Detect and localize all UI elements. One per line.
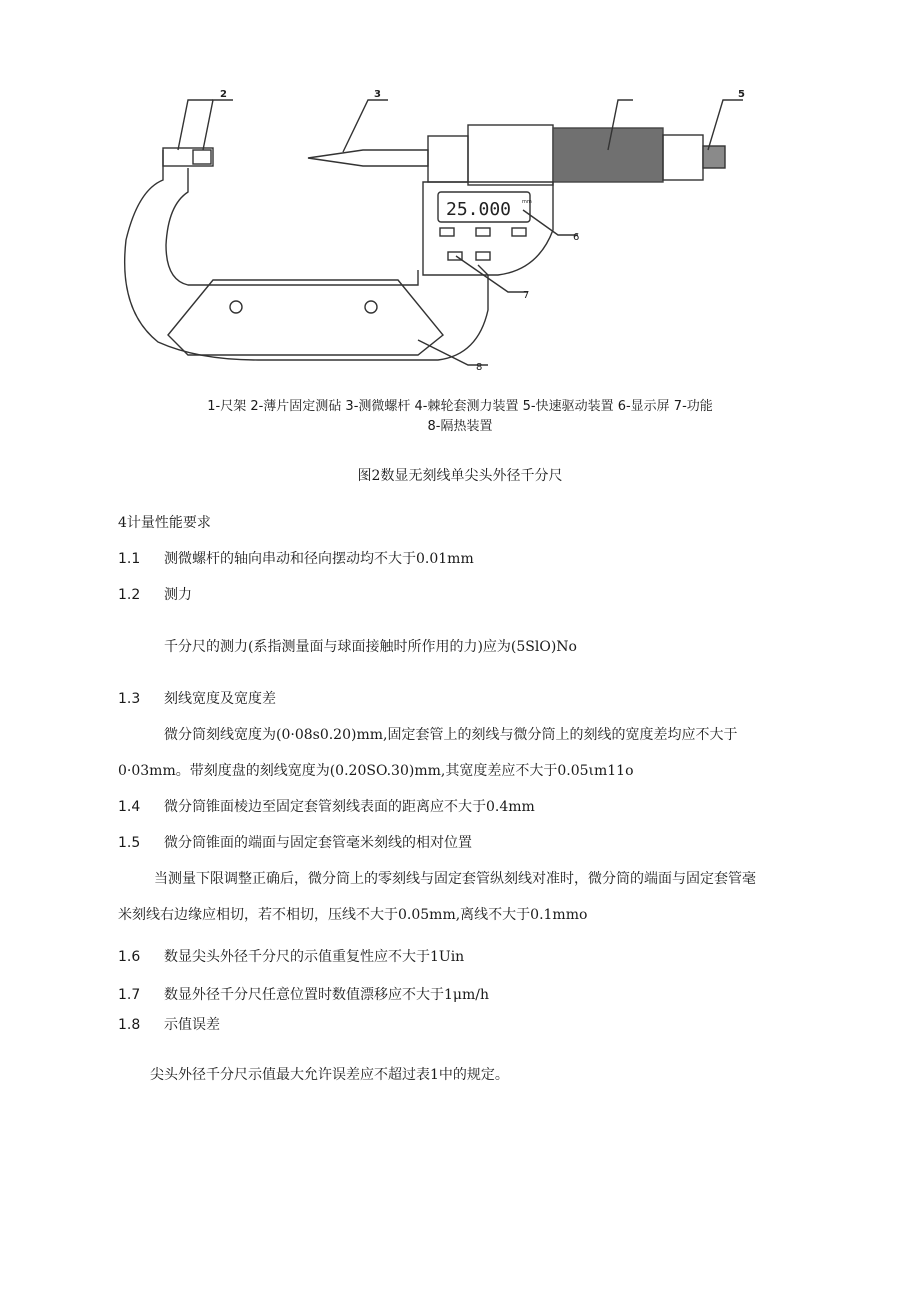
item-1-1 (118, 548, 474, 568)
callout-8: 8 (476, 362, 483, 373)
item-text: 数显尖头外径千分尺的示值重复性应不大于1Uin (164, 949, 465, 965)
item-1-4 (118, 796, 535, 816)
item-text: 刻线宽度及宽度差 (164, 691, 276, 707)
figure-caption-line1: 1-尺架 2-薄片固定测砧 3-测微螺杆 4-棘轮套测力装置 5-快速驱动装置 6-显示屏 7-功能 (207, 399, 713, 414)
item-number: 1.7 (118, 987, 141, 1003)
item-1-3 (118, 688, 276, 708)
item-text: 微分筒锥面棱边至固定套管刻线表面的距离应不大于0.4mm (164, 799, 535, 815)
item-1-3-paragraph-line2: 0·03mm。带刻度盘的刻线宽度为(0.20SO.30)mm,其宽度差应不大于0.05ιm11o (118, 763, 634, 779)
item-number: 1.1 (118, 551, 141, 567)
item-1-2 (118, 584, 192, 604)
item-1-6 (118, 946, 464, 966)
item-1-5-paragraph-line1: 当测量下限调整正确后，微分筒上的零刻线与固定套管纵刻线对准时，微分筒的端面与固定套管毫 (154, 871, 756, 887)
item-1-2-paragraph: 千分尺的测力(系指测量面与球面接触时所作用的力)应为(5SlO)No (164, 639, 577, 655)
item-1-3-paragraph-line1: 微分筒刻线宽度为(0·08s0.20)mm,固定套管上的刻线与微分筒上的刻线的宽度差均应不大于 (164, 727, 738, 743)
item-text: 测微螺杆的轴向串动和径向摆动均不大于0.01mm (164, 551, 474, 567)
item-number: 1.8 (118, 1017, 141, 1033)
item-number: 1.2 (118, 587, 141, 603)
callout-5: 5 (738, 89, 745, 100)
display-unit: mm (522, 199, 532, 205)
item-1-8 (118, 1014, 220, 1034)
item-1-7 (118, 984, 489, 1004)
item-text: 示值误差 (164, 1017, 220, 1033)
figure-caption-line2: 8-隔热装置 (427, 419, 493, 434)
item-1-5 (118, 832, 472, 852)
callout-7: 7 (523, 290, 530, 301)
micrometer-figure (118, 80, 778, 380)
micrometer-drawing (118, 80, 778, 380)
item-text: 数显外径千分尺任意位置时数值漂移应不大于1μm∕h (164, 987, 490, 1003)
item-1-5-paragraph-line2: 米刻线右边缘应相切，若不相切，压线不大于0.05mm,离线不大于0.1mmo (118, 907, 588, 923)
callout-3: 3 (374, 89, 381, 100)
item-number: 1.6 (118, 949, 141, 965)
callout-2: 2 (220, 89, 227, 100)
item-number: 1.5 (118, 835, 141, 851)
callout-6: 6 (573, 232, 580, 243)
section-heading: 4计量性能要求 (118, 515, 211, 531)
item-number: 1.3 (118, 691, 141, 707)
item-text: 微分筒锥面的端面与固定套管毫米刻线的相对位置 (164, 835, 472, 851)
display-reading: 25.000 (446, 199, 512, 220)
item-text: 测力 (164, 587, 192, 603)
figure-title: 图2数显无刻线单尖头外径千分尺 (357, 468, 563, 484)
item-number: 1.4 (118, 799, 141, 815)
item-1-8-paragraph: 尖头外径千分尺示值最大允许误差应不超过表1中的规定。 (150, 1067, 509, 1083)
